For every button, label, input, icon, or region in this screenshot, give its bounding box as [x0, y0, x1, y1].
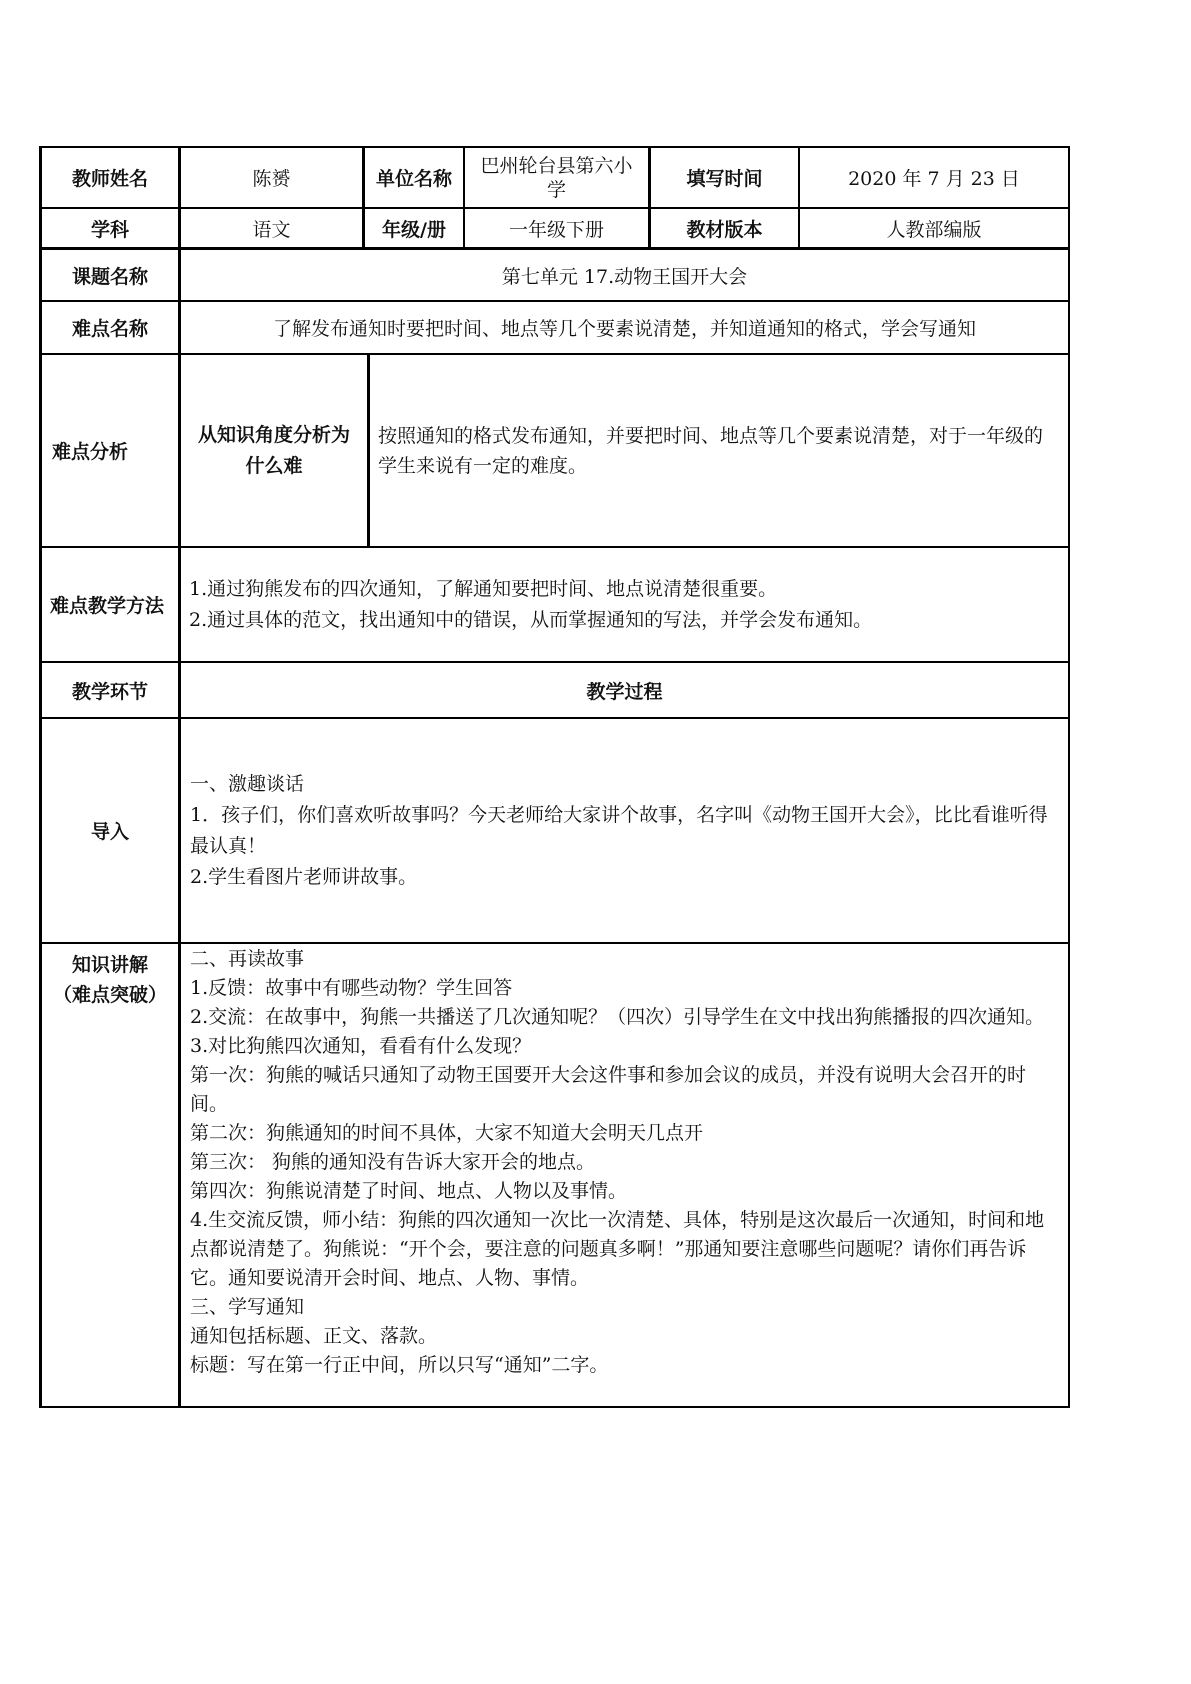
analysis-label: 难点分析: [52, 441, 129, 463]
difficulty-value: 了解发布通知时要把时间、地点等几个要素说清楚，并知道通知的格式，学会写通知: [272, 318, 976, 340]
knowledge-line: 标题：写在第一行正中间，所以只写“通知”二字。: [190, 1354, 609, 1376]
knowledge-line: 第二次：狗熊通知的时间不具体，大家不知道大会明天几点开: [190, 1122, 704, 1144]
grade-value: 一年级下册: [508, 218, 604, 241]
topic-label: 课题名称: [71, 265, 148, 288]
knowledge-line: 第三次： 狗熊的通知没有告诉大家开会的地点。: [190, 1151, 596, 1173]
intro-line: 一、激趣谈话: [190, 772, 305, 795]
knowledge-label-line1: 知识讲解: [71, 954, 148, 976]
unit-name-value: 巴州轮台县第六小学: [480, 154, 633, 201]
edition-label: 教材版本: [686, 218, 763, 241]
difficulty-label: 难点名称: [71, 318, 148, 340]
knowledge-line: 4.生交流反馈，师小结：狗熊的四次通知一次比一次清楚、具体，特别是这次最后一次通知，时间和地点都说清楚了。狗熊说：“开个会，要注意的问题真多啊！”那通知要注意哪些问题呢？请你们再告诉它。通知要说清开会时间、地点、人物、事情。: [190, 1209, 1045, 1289]
knowledge-line: 三、学写通知: [190, 1296, 305, 1318]
intro-line: 2.学生看图片老师讲故事。: [190, 865, 418, 888]
grade-label: 年级/册: [382, 218, 446, 241]
intro-line: 1．孩子们，你们喜欢听故事吗？今天老师给大家讲个故事，名字叫《动物王国开大会》，比比看谁听得最认真！: [190, 803, 1048, 857]
method-text: [181, 548, 1068, 661]
method-label: 难点教学方法: [50, 595, 165, 617]
knowledge-label: [42, 944, 178, 1012]
knowledge-line: 第四次：狗熊说清楚了时间、地点、人物以及事情。: [190, 1180, 628, 1202]
subject-value: 语文: [252, 218, 291, 241]
analysis-text: 按照通知的格式发布通知，并要把时间、地点等几个要素说清楚，对于一年级的学生来说有一定的难度。: [378, 424, 1044, 477]
knowledge-text: [181, 945, 1068, 1380]
process-header: 教学过程: [586, 680, 663, 703]
analysis-sub-label: 从知识角度分析为什么难: [197, 423, 350, 477]
intro-text: [181, 719, 1068, 942]
intro-label: 导入: [90, 821, 129, 843]
knowledge-line: 二、再读故事: [190, 948, 305, 970]
edition-value: 人教部编版: [886, 218, 982, 241]
fill-date-value: 2020 年 7 月 23 日: [848, 168, 1020, 190]
method-line: 1.通过狗熊发布的四次通知，了解通知要把时间、地点说清楚很重要。: [189, 577, 778, 600]
knowledge-line: 通知包括标题、正文、落款。: [190, 1325, 438, 1347]
knowledge-line: 1.反馈：故事中有哪些动物？学生回答: [190, 977, 513, 999]
subject-label: 学科: [90, 218, 129, 241]
knowledge-label-line2: （难点突破）: [52, 984, 167, 1006]
knowledge-line: 3.对比狗熊四次通知，看看有什么发现？: [190, 1035, 532, 1057]
stage-header: 教学环节: [71, 680, 148, 703]
fill-date-label: 填写时间: [686, 168, 763, 190]
method-line: 2.通过具体的范文，找出通知中的错误，从而掌握通知的写法，并学会发布通知。: [189, 608, 873, 631]
teacher-name-label: 教师姓名: [71, 168, 148, 190]
topic-value: 第七单元 17.动物王国开大会: [501, 265, 748, 288]
knowledge-line: 2.交流：在故事中，狗熊一共播送了几次通知呢？（四次）引导学生在文中找出狗熊播报的四次通知。: [190, 1006, 1045, 1028]
teacher-name-value: 陈赟: [252, 168, 291, 190]
knowledge-line: 第一次：狗熊的喊话只通知了动物王国要开大会这件事和参加会议的成员，并没有说明大会召开的时间。: [190, 1064, 1027, 1115]
unit-name-label: 单位名称: [375, 168, 452, 190]
